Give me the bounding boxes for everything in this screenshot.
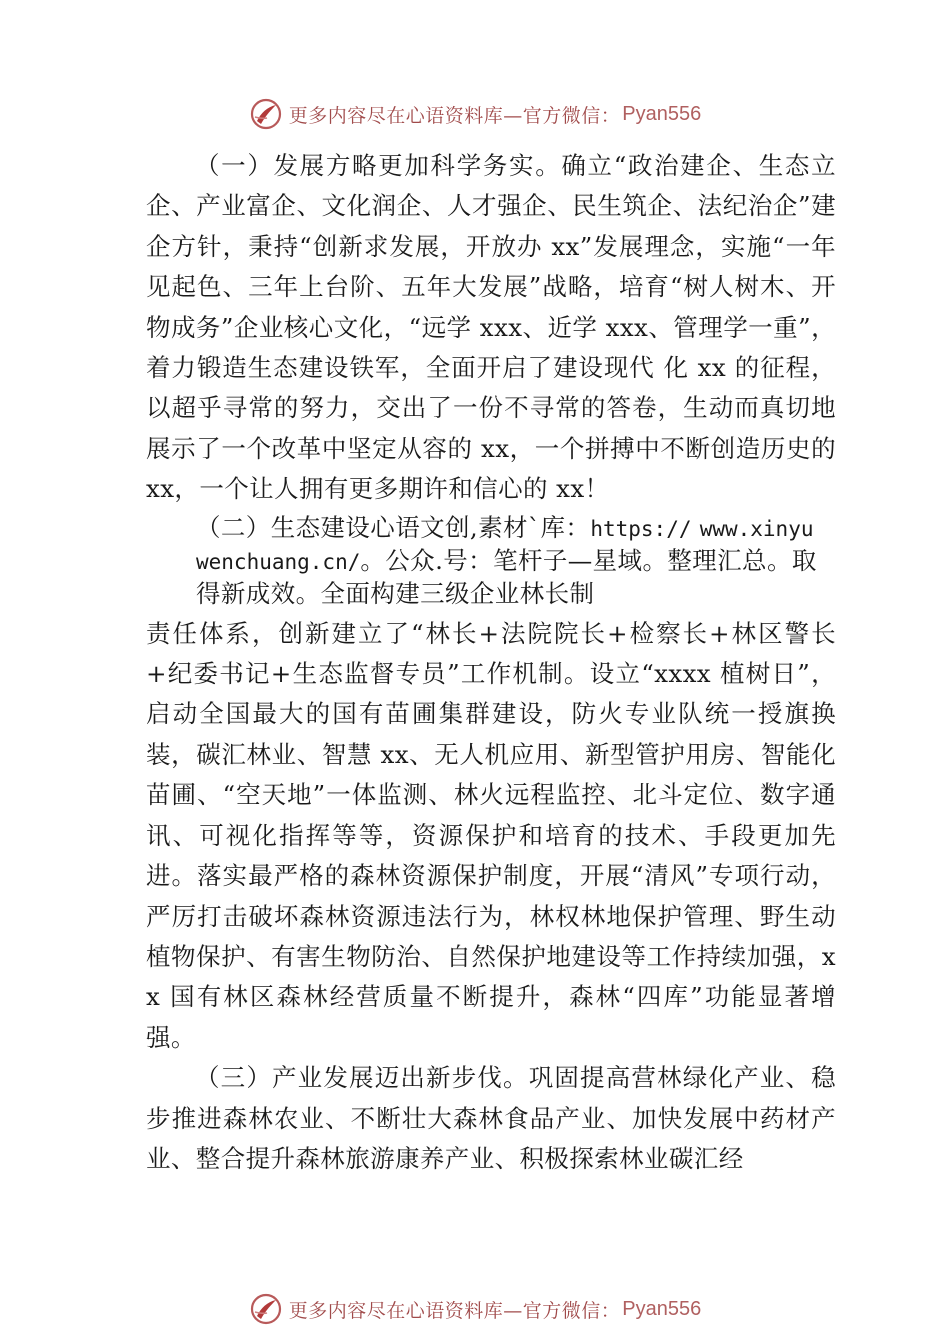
banner-text: 更多内容尽在心语资料库—官方微信： [288,1299,621,1322]
banner-wechat-id: Pyan556 [622,1297,702,1320]
paragraph-2-lead-b: 。公众.号：笔杆子—星域。整理汇总。取得新成效。全面构建三级企业林长制 [196,545,817,608]
brand-logo-icon [249,97,283,131]
header-watermark-banner [0,94,950,134]
source-url-part-2: www.xinyuwenchuang.cn/ [196,516,814,574]
brand-logo-icon [249,1292,283,1326]
document-body [146,146,836,1179]
paragraph-2-lead-a: （二）生态建设心语文创,素材`库： [196,512,591,542]
source-url-part-1: https:// [590,516,692,541]
paragraph-2-body: 责任体系，创新建立了“林长+法院院长+检察长+林区警长+纪委书记+生态监督专员”工作机制。设立“xxxx 植树日”，启动全国最大的国有苗圃集群建设，防火专业队统一授旗换装，碳汇林业、智慧 xx、无人机应用、新型管护用房、智能化苗圃、“空天地”一体监测、林火远程监控、北斗定位、数字通讯、可视化指挥等等，资源保护和培育的技术、手段更加先进。落实最严格的森林资源保护制度，开展“清风”专项行动，严厉打击破坏森林资源违法行为，林权林地保护管理、野生动植物保护、有害生物防治、自然保护地建设等工作持续加强，xx 国有林区森林经营质量不断提升，森林“四库”功能显著增强。 [146,618,836,1052]
paragraph-3: （三）产业发展迈出新步伐。巩固提高营林绿化产业、稳步推进森林农业、不断壮大森林食品产业、加快发展中药材产业、整合提升森林旅游康养产业、积极探索林业碳汇经 [146,1063,836,1173]
banner-text: 更多内容尽在心语资料库—官方微信： [288,104,621,127]
paragraph-1: （一）发展方略更加科学务实。确立“政治建企、生态立企、产业富企、文化润企、人才强企、民生筑企、法纪治企”建企方针，秉持“创新求发展，开放办 xx”发展理念，实施“一年见起色、三年上台阶、五年大发展”战略，培育“树人树木、开物成务”企业核心文化，“远学 xxx、近学 xxx、管理学一重”，着力锻造生态建设铁军，全面开启了建设现代 化 xx 的征程，以超乎寻常的努力，交出了一份不寻常的答卷，生动而真切地展示了一个改革中坚定从容的 xx，一个拼搏中不断创造历史的 xx，一个让人拥有更多期许和信心的 xx！ [146,151,836,504]
footer-watermark-banner [0,1289,950,1329]
paragraph-2-lead [146,512,836,610]
banner-wechat-id: Pyan556 [622,102,702,125]
